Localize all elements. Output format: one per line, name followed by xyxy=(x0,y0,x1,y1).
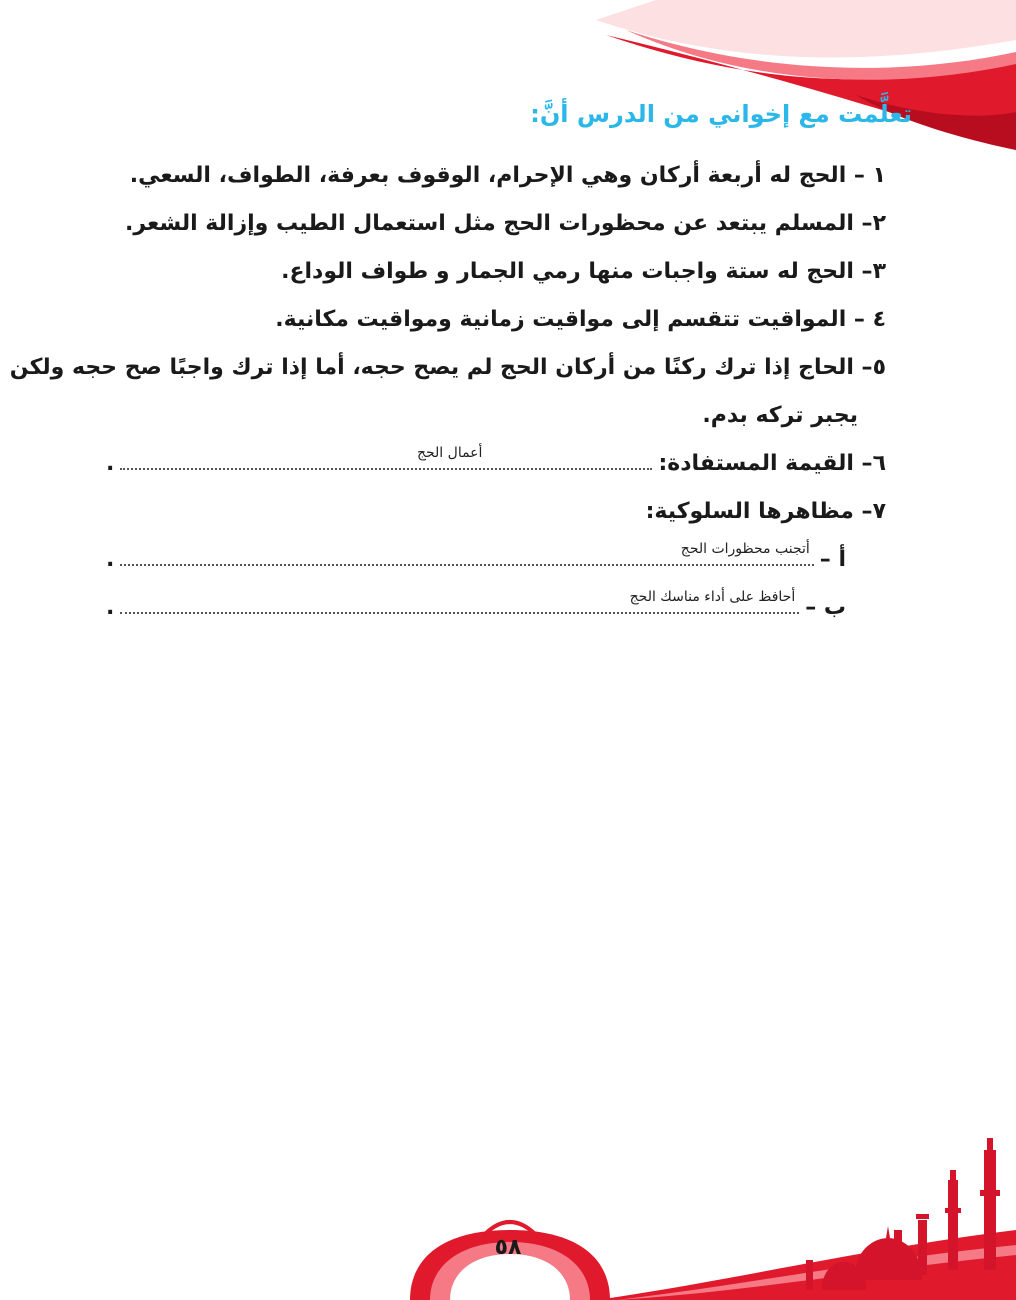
behavior-item-b-blank[interactable] xyxy=(120,589,799,614)
summary-point-3: ٣– الحج له ستة واجبات منها رمي الجمار و طواف الوداع. xyxy=(281,259,886,284)
summary-point-1: ١ – الحج له أربعة أركان وهي الإحرام، الوقوف بعرفة، الطواف، السعي. xyxy=(129,163,886,188)
value-label: ٦– القيمة المستفادة: xyxy=(658,451,886,476)
lesson-summary xyxy=(9,152,886,632)
behavior-item-b-letter: ب – xyxy=(805,595,846,620)
mosque-silhouette xyxy=(596,1130,1016,1300)
section-heading: تعلَّمت مع إخواني من الدرس أنَّ: xyxy=(530,100,912,128)
behavior-item-a-end: . xyxy=(106,547,115,572)
summary-point-5: ٥– الحاج إذا ترك ركنًا من أركان الحج لم يصح حجه، أما إذا ترك واجبًا صح حجه ولكن xyxy=(9,355,886,380)
behavior-heading: ٧– مظاهرها السلوكية: xyxy=(645,499,886,524)
summary-point-4: ٤ – المواقيت تتقسم إلى مواقيت زمانية ومواقيت مكانية. xyxy=(275,307,886,332)
value-end-dot: . xyxy=(106,451,115,476)
behavior-item-b-end: . xyxy=(106,595,115,620)
behavior-item-a-letter: أ – xyxy=(819,547,846,572)
behavior-item-b xyxy=(106,584,886,632)
summary-point-5-continuation: يجبر تركه بدم. xyxy=(702,403,858,428)
behavior-item-a-answer: أتجنب محظورات الحج xyxy=(680,541,810,557)
behavior-item-b-answer: أحافظ على أداء مناسك الحج xyxy=(629,589,796,605)
value-answer-blank[interactable] xyxy=(120,445,652,470)
value-answer: أعمال الحج xyxy=(416,445,483,461)
value-fill-line xyxy=(106,440,886,488)
page-number: ٥٨ xyxy=(494,1235,522,1260)
summary-point-2: ٢– المسلم يبتعد عن محظورات الحج مثل استعمال الطيب وإزالة الشعر. xyxy=(125,211,886,236)
behavior-item-a-blank[interactable] xyxy=(120,541,813,566)
behavior-item-a xyxy=(106,536,886,584)
